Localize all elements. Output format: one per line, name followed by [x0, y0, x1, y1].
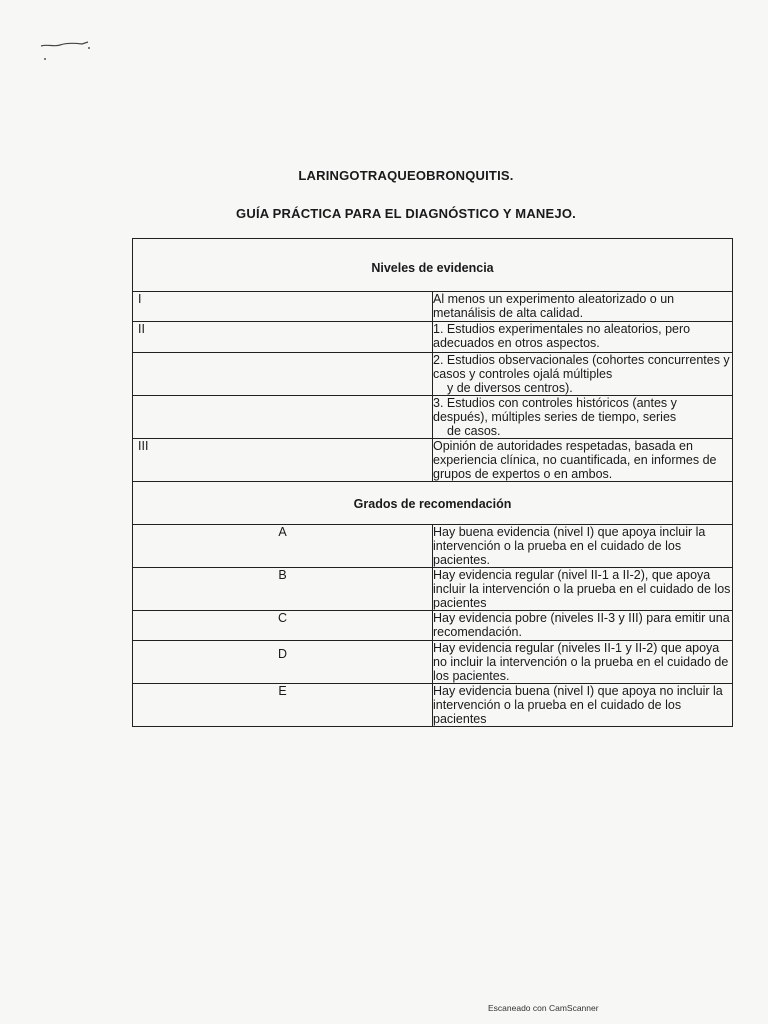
evidence-level-cell	[133, 396, 433, 439]
recommendation-grade-cell: E	[133, 684, 433, 727]
scan-speck	[44, 58, 46, 60]
evidence-level-cell	[133, 353, 433, 396]
evidence-level-cell: III	[133, 439, 433, 482]
recommendation-description-cell: Hay buena evidencia (nivel I) que apoya incluir la intervención o la prueba en el cuidado de los pacientes.	[433, 525, 733, 568]
recommendation-description-cell: Hay evidencia regular (niveles II-1 y II-2) que apoya no incluir la intervención o la prueba en el cuidado de los pacientes.	[433, 641, 733, 684]
table-row	[133, 396, 733, 439]
recommendation-description-cell: Hay evidencia regular (nivel II-1 a II-2), que apoya incluir la intervención o la prueba en el cuidado de los pacientes	[433, 568, 733, 611]
recommendation-grade-cell: C	[133, 611, 433, 641]
recommendation-grade-cell: A	[133, 525, 433, 568]
recommendation-grade-cell: B	[133, 568, 433, 611]
evidence-levels-header: Niveles de evidencia	[133, 239, 733, 292]
recommendation-grades-header: Grados de recomendación	[133, 482, 733, 525]
table-row	[133, 439, 733, 482]
evidence-description-cell: 1. Estudios experimentales no aleatorios, pero adecuados en otros aspectos.	[433, 322, 733, 353]
table-row	[133, 525, 733, 568]
evidence-description-cell: Opinión de autoridades respetadas, basada en experiencia clínica, no cuantificada, en informes de grupos de expertos o en ambos.	[433, 439, 733, 482]
table-row	[133, 568, 733, 611]
evidence-description-cell	[433, 396, 733, 439]
evidence-description-line: y de diversos centros).	[447, 381, 573, 395]
evidence-description-cell	[433, 353, 733, 396]
table-row	[133, 322, 733, 353]
scan-speck	[88, 47, 90, 49]
evidence-level-cell: II	[133, 322, 433, 353]
recommendation-grade-cell: D	[133, 641, 433, 684]
table-row	[133, 353, 733, 396]
document-title: LARINGOTRAQUEOBRONQUITIS.	[298, 168, 514, 183]
recommendation-description-cell: Hay evidencia buena (nivel I) que apoya no incluir la intervención o la prueba en el cuidado de los pacientes	[433, 684, 733, 727]
recommendation-description-cell: Hay evidencia pobre (niveles II-3 y III) para emitir una recomendación.	[433, 611, 733, 641]
evidence-description-line: de casos.	[447, 424, 501, 438]
evidence-description-line: 2. Estudios observacionales (cohortes concurrentes y casos y controles ojalá múltiples	[433, 353, 730, 381]
document-subtitle: GUÍA PRÁCTICA PARA EL DIAGNÓSTICO Y MANEJO.	[236, 206, 576, 221]
pen-scribble-mark	[40, 40, 92, 50]
table-row	[133, 611, 733, 641]
table-row	[133, 292, 733, 322]
evidence-level-cell: I	[133, 292, 433, 322]
table-row	[133, 641, 733, 684]
evidence-description-line: 3. Estudios con controles históricos (antes y después), múltiples series de tiempo, series	[433, 396, 677, 424]
evidence-recommendation-table	[132, 238, 733, 727]
evidence-description-cell: Al menos un experimento aleatorizado o un metanálisis de alta calidad.	[433, 292, 733, 322]
scanner-watermark: Escaneado con CamScanner	[488, 1003, 599, 1013]
table-row	[133, 684, 733, 727]
